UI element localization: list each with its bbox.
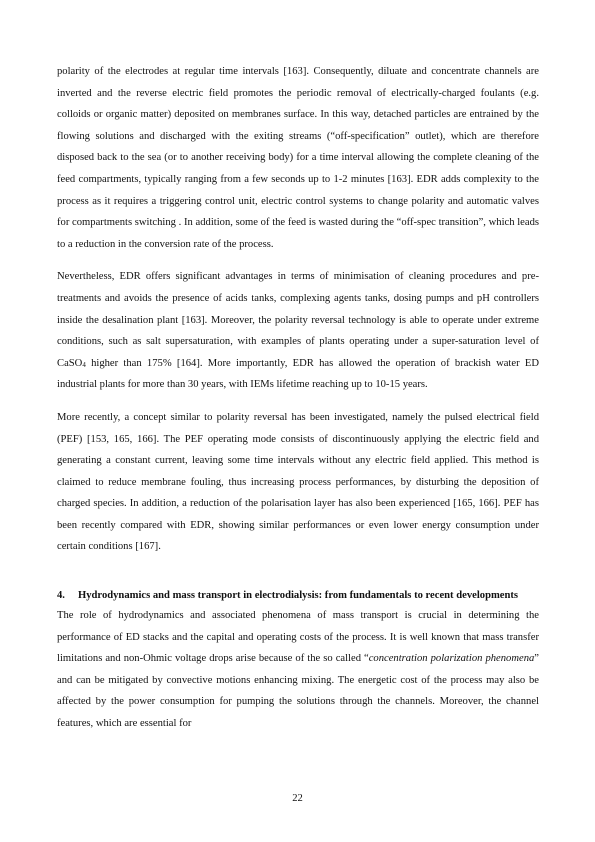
paragraph-hydrodynamics [57, 605, 539, 735]
section-title: Hydrodynamics and mass transport in electrodialysis: from fundamentals to recent developments [78, 590, 519, 602]
section-heading [57, 586, 539, 605]
paragraph-text: ” and can be mitigated by convective motions enhancing mixing. The energetic cost of the process may also be affected by the power consumption for pumping the solutions through the channels. Moreover, the channel features, which are essential for [57, 653, 539, 730]
page-number: 22 [292, 793, 303, 804]
section-gap [57, 558, 539, 586]
paragraph-text: Nevertheless, EDR offers significant advantages in terms of minimisation of cleaning procedures and pre-treatments and avoids the presence of acids tanks, complexing agents tanks, dosing pumps and pH controllers inside the desalination plant [163]. Moreover, the polarity reversal technology is able to operate under extreme conditions, such as salt supersaturation, with examples of plants operating under a super-saturation level of CaSO [57, 271, 539, 369]
paragraph-pef: More recently, a concept similar to polarity reversal has been investigated, namely the pulsed electrical field (PEF) [153, 165, 166]. The PEF operating mode consists of discontinuously applying the electric field and generating a constant current, leaving some time intervals without any electric field applied. This method is claimed to reduce membrane fouling, thus increasing process performances, by disturbing the deposition of charged species. In addition, a reduction of the polarisation layer has also been experienced [165, 166]. PEF has been recently compared with EDR, showing similar performances or even lower energy consumption under certain conditions [167]. [57, 411, 539, 553]
paragraph-text: The role of hydrodynamics and associated phenomena of mass transport is crucial in determining the performance of ED stacks and the capital and operating costs of the process. It is well known that mass transfer limitations and non-Ohmic voltage drops arise because of the so called “ [57, 610, 539, 665]
subscript: 4 [82, 360, 86, 369]
paragraph-edr-fouling-removal: polarity of the electrodes at regular time intervals [163]. Consequently, diluate and concentrate channels are inverted and the reverse electric field promotes the periodic removal of electrically-charged foulants (e.g. colloids or organic matter) deposited on membranes surface. In this way, detached particles are entrained by the flowing solutions and discharged with the exiting streams (“off-specification” outlet), which are therefore disposed back to the sea (or to another receiving body) for a time interval allowing the complete cleaning of the feed compartments, typically ranging from a few seconds up to 1-2 minutes [163]. EDR adds complexity to the process as it requires a triggering control unit, electric control systems to change polarity and automatic valves for compartments switching . In addition, some of the feed is wasted during the “off-spec transition”, which leads to a reduction in the conversion rate of the process. [57, 66, 539, 250]
italic-term: concentration polarization phenomena [368, 653, 535, 665]
page-body [57, 61, 539, 746]
paragraph-edr-advantages [57, 266, 539, 396]
paragraph-text: higher than 175% [164]. More importantly, EDR has allowed the operation of brackish water ED industrial plants for more than 30 years, with IEMs lifetime reaching up to 10-15 years. [57, 357, 539, 391]
section-number: 4. [57, 590, 65, 602]
